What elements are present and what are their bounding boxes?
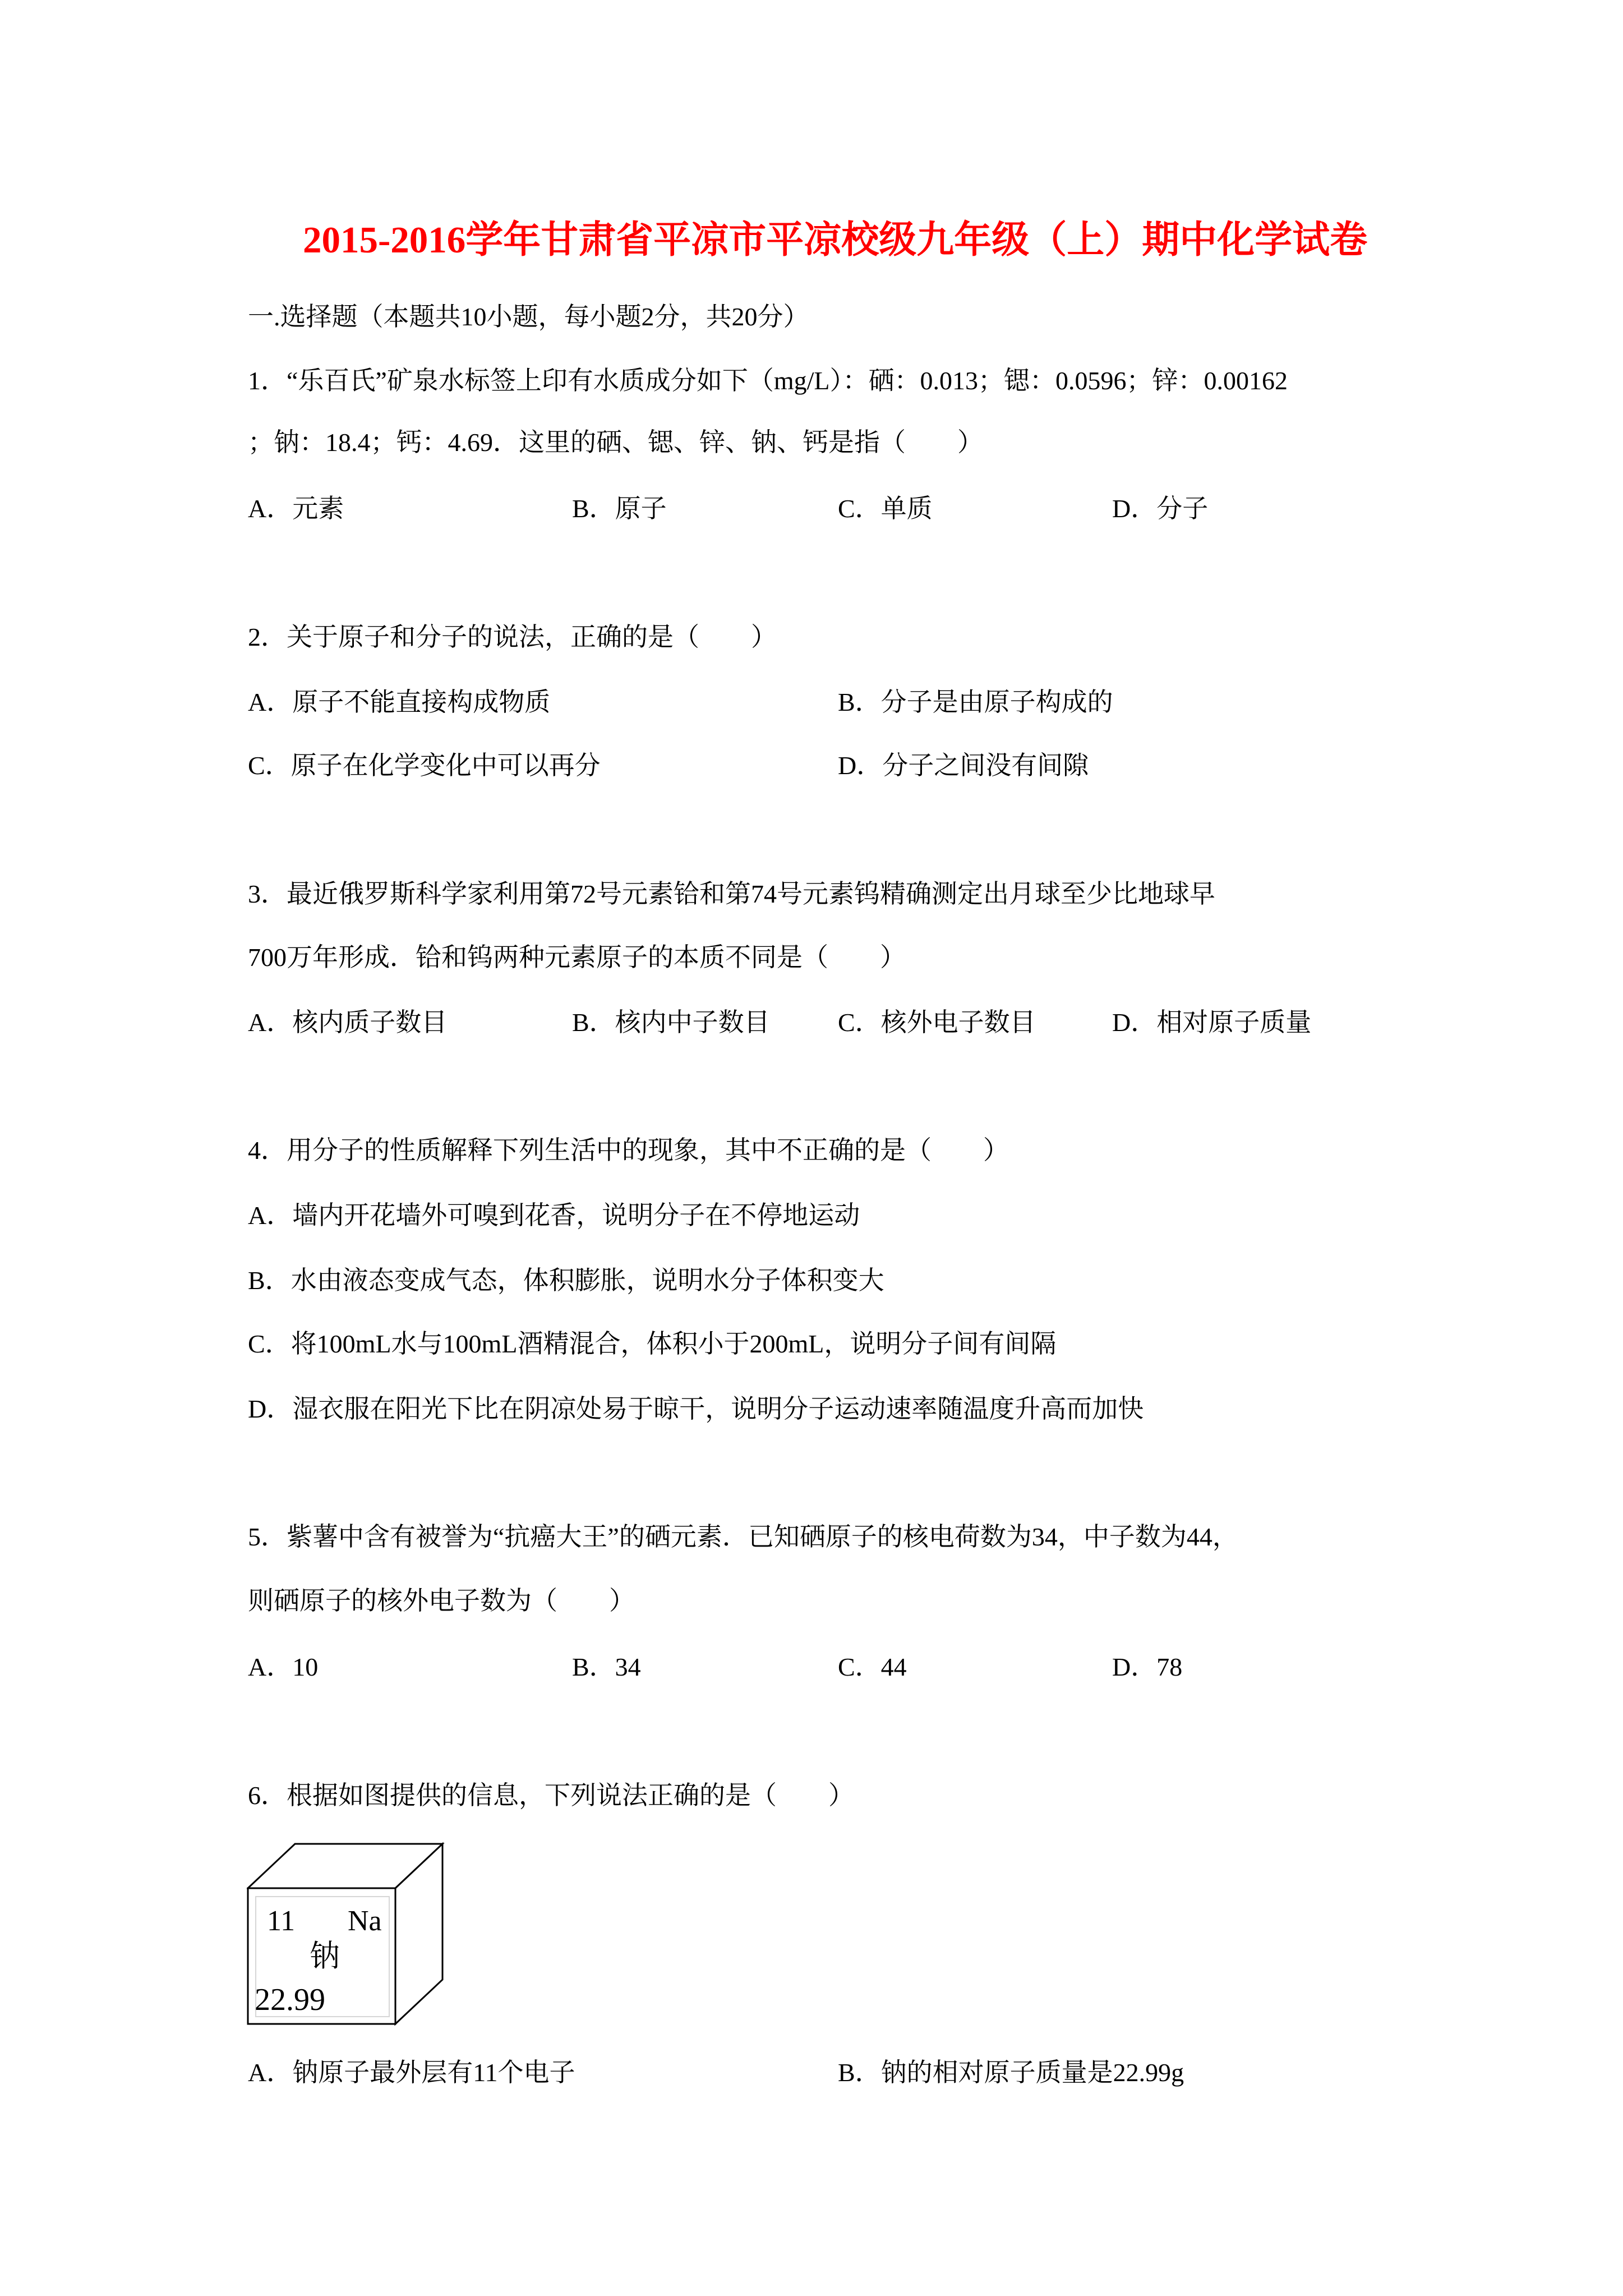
- question-4-option-a: A．墙内开花墙外可嗅到花香，说明分子在不停地运动: [248, 1201, 860, 1230]
- question-3-stem-line-2: 700万年形成．铪和钨两种元素原子的本质不同是（ ）: [248, 943, 906, 972]
- question-3-option-b: B．核内中子数目: [572, 1008, 770, 1037]
- question-6-option-b: B．钠的相对原子质量是22.99g: [838, 2058, 1184, 2087]
- question-6-option-a: A．钠原子最外层有11个电子: [248, 2058, 575, 2087]
- question-4-option-c: C．将100mL水与100mL酒精混合，体积小于200mL，说明分子间有间隔: [248, 1329, 1057, 1358]
- question-1-option-c: C．单质: [838, 494, 933, 523]
- section-heading: 一.选择题（本题共10小题，每小题2分，共20分）: [248, 302, 809, 331]
- question-1-option-a: A．元素: [248, 494, 344, 523]
- question-2-option-b: B．分子是由原子构成的: [838, 688, 1113, 716]
- question-3-option-d: D．相对原子质量: [1112, 1008, 1312, 1037]
- question-3-option-c: C．核外电子数目: [838, 1008, 1036, 1037]
- question-5-option-d: D．78: [1112, 1653, 1183, 1681]
- question-3-option-a: A．核内质子数目: [248, 1008, 448, 1037]
- question-5-option-c: C．44: [838, 1653, 907, 1681]
- atomic-mass: 22.99: [255, 1982, 325, 2017]
- question-2-option-d: D．分子之间没有间隙: [838, 751, 1089, 780]
- page-title: 2015-2016学年甘肃省平凉市平凉校级九年级（上）期中化学试卷: [303, 219, 1368, 261]
- question-1-option-d: D．分子: [1112, 494, 1209, 523]
- question-2-option-c: C．原子在化学变化中可以再分: [248, 751, 601, 780]
- atomic-number: 11: [267, 1905, 296, 1937]
- question-4-option-b: B．水由液态变成气态，体积膨胀，说明水分子体积变大: [248, 1266, 884, 1295]
- sodium-element-cell-figure: [247, 1842, 446, 2027]
- element-symbol: Na: [348, 1905, 382, 1937]
- question-2-option-a: A．原子不能直接构成物质: [248, 688, 551, 716]
- question-4-option-d: D．湿衣服在阳光下比在阴凉处易于晾干，说明分子运动速率随温度升高而加快: [248, 1395, 1144, 1423]
- question-1-stem-line-2: ；钠：18.4；钙：4.69．这里的硒、锶、锌、钠、钙是指（ ）: [248, 428, 983, 457]
- question-6-stem: 6．根据如图提供的信息，下列说法正确的是（ ）: [248, 1781, 854, 1810]
- question-1-option-b: B．原子: [572, 494, 667, 523]
- question-5-option-a: A．10: [248, 1653, 319, 1681]
- question-4-stem: 4．用分子的性质解释下列生活中的现象，其中不正确的是（ ）: [248, 1136, 1009, 1165]
- question-1-stem-line-1: 1．“乐百氏”矿泉水标签上印有水质成分如下（mg/L）：硒：0.013；锶：0.0596；锌：0.00162: [248, 366, 1288, 395]
- question-5-option-b: B．34: [572, 1653, 641, 1681]
- question-3-stem-line-1: 3．最近俄罗斯科学家利用第72号元素铪和第74号元素钨精确测定出月球至少比地球早: [248, 880, 1215, 908]
- question-2-stem: 2．关于原子和分子的说法，正确的是（ ）: [248, 623, 777, 651]
- element-name: 钠: [310, 1939, 340, 1973]
- question-5-stem-line-2: 则硒原子的核外电子数为（ ）: [248, 1586, 635, 1615]
- question-5-stem-line-1: 5．紫薯中含有被誉为“抗癌大王”的硒元素．已知硒原子的核电荷数为34，中子数为44，: [248, 1522, 1238, 1551]
